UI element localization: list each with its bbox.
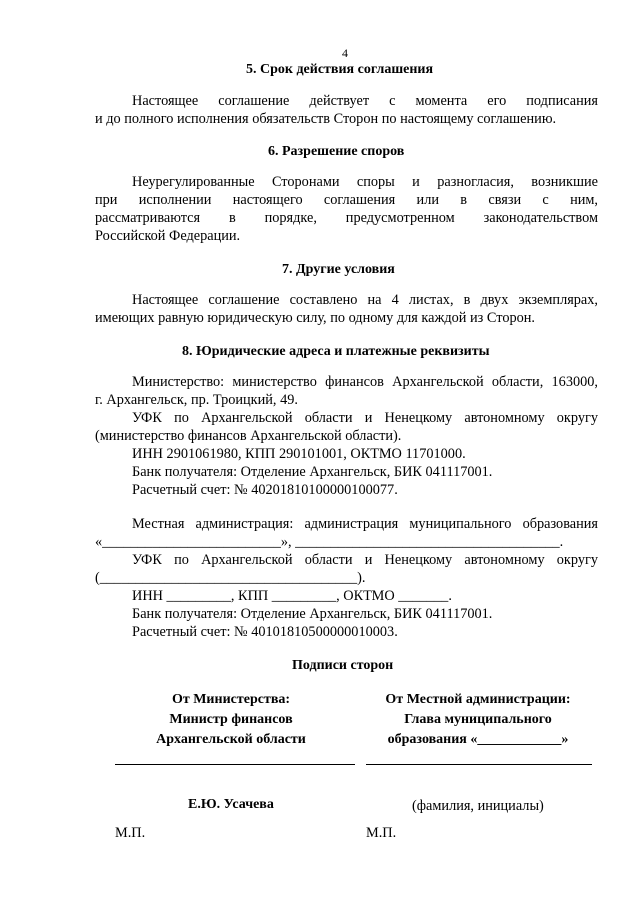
- section-5-line-1: Настоящее соглашение действует с момента его подписания: [132, 93, 598, 109]
- section-7-heading: 7. Другие условия: [282, 262, 395, 277]
- section-8-heading: 8. Юридические адреса и платежные реквизиты: [182, 344, 490, 359]
- section-6-line-3: рассматриваются в порядке, предусмотренном законодательством: [95, 210, 598, 226]
- signatures-heading: Подписи сторон: [292, 658, 394, 673]
- ministry-signature-line: [115, 764, 355, 765]
- section-5-heading: 5. Срок действия соглашения: [246, 62, 434, 77]
- ministry-bank: Банк получателя: Отделение Архангельск, БИК 041117001.: [132, 464, 493, 480]
- admin-inn: ИНН _________, КПП _________, ОКТМО _______.: [132, 588, 452, 604]
- ministry-account: Расчетный счет: № 40201810100000100077.: [132, 482, 398, 498]
- admin-line-3: УФК по Архангельской области и Ненецкому автономному округу: [132, 552, 598, 568]
- ministry-signatory-line-2: Министр финансов: [169, 712, 293, 727]
- admin-signatory-line-3: образования «____________»: [387, 732, 569, 747]
- administration-seat: М.П.: [366, 825, 397, 841]
- ministry-line-4: (министерство финансов Архангельской области).: [95, 428, 402, 444]
- ministry-line-2: г. Архангельск, пр. Троицкий, 49.: [95, 392, 298, 408]
- administration-signature-line: [366, 764, 592, 765]
- admin-signatory-line-2: Глава муниципального: [404, 712, 552, 727]
- section-6-line-4: Российской Федерации.: [95, 228, 241, 244]
- ministry-inn: ИНН 2901061980, КПП 290101001, ОКТМО 11701000.: [132, 446, 466, 462]
- ministry-seat: М.П.: [115, 825, 146, 841]
- section-6-line-2: при исполнении настоящего соглашения или в связи с ним,: [95, 192, 598, 208]
- ministry-signatory-name: Е.Ю. Усачева: [188, 797, 274, 812]
- ministry-line-1: Министерство: министерство финансов Архангельской области, 163000,: [132, 374, 598, 390]
- admin-signatory-line-1: От Местной администрации:: [385, 692, 571, 707]
- administration-signatory-block: [362, 690, 594, 750]
- section-6-heading: 6. Разрешение споров: [268, 144, 405, 159]
- admin-account: Расчетный счет: № 40101810500000010003.: [132, 624, 398, 640]
- admin-bank: Банк получателя: Отделение Архангельск, БИК 041117001.: [132, 606, 493, 622]
- section-5-line-2: и до полного исполнения обязательств Сторон по настоящему соглашению.: [95, 111, 557, 127]
- admin-line-2: «_________________________», _____________________________________.: [95, 534, 564, 550]
- ministry-signatory-line-3: Архангельской области: [156, 732, 306, 747]
- ministry-signatory-line-1: От Министерства:: [171, 692, 291, 707]
- section-7-line-2: имеющих равную юридическую силу, по одному для каждой из Сторон.: [95, 310, 535, 326]
- page-number: 4: [342, 46, 348, 60]
- administration-signatory-name-hint: (фамилия, инициалы): [412, 798, 544, 814]
- admin-line-1: Местная администрация: администрация муниципального образования: [132, 516, 598, 532]
- ministry-line-3: УФК по Архангельской области и Ненецкому автономному округу: [132, 410, 598, 426]
- section-6-line-1: Неурегулированные Сторонами споры и разногласия, возникшие: [132, 174, 598, 190]
- ministry-signatory-block: [112, 690, 350, 750]
- section-7-line-1: Настоящее соглашение составлено на 4 листах, в двух экземплярах,: [132, 292, 598, 308]
- admin-line-4: (____________________________________).: [95, 570, 366, 586]
